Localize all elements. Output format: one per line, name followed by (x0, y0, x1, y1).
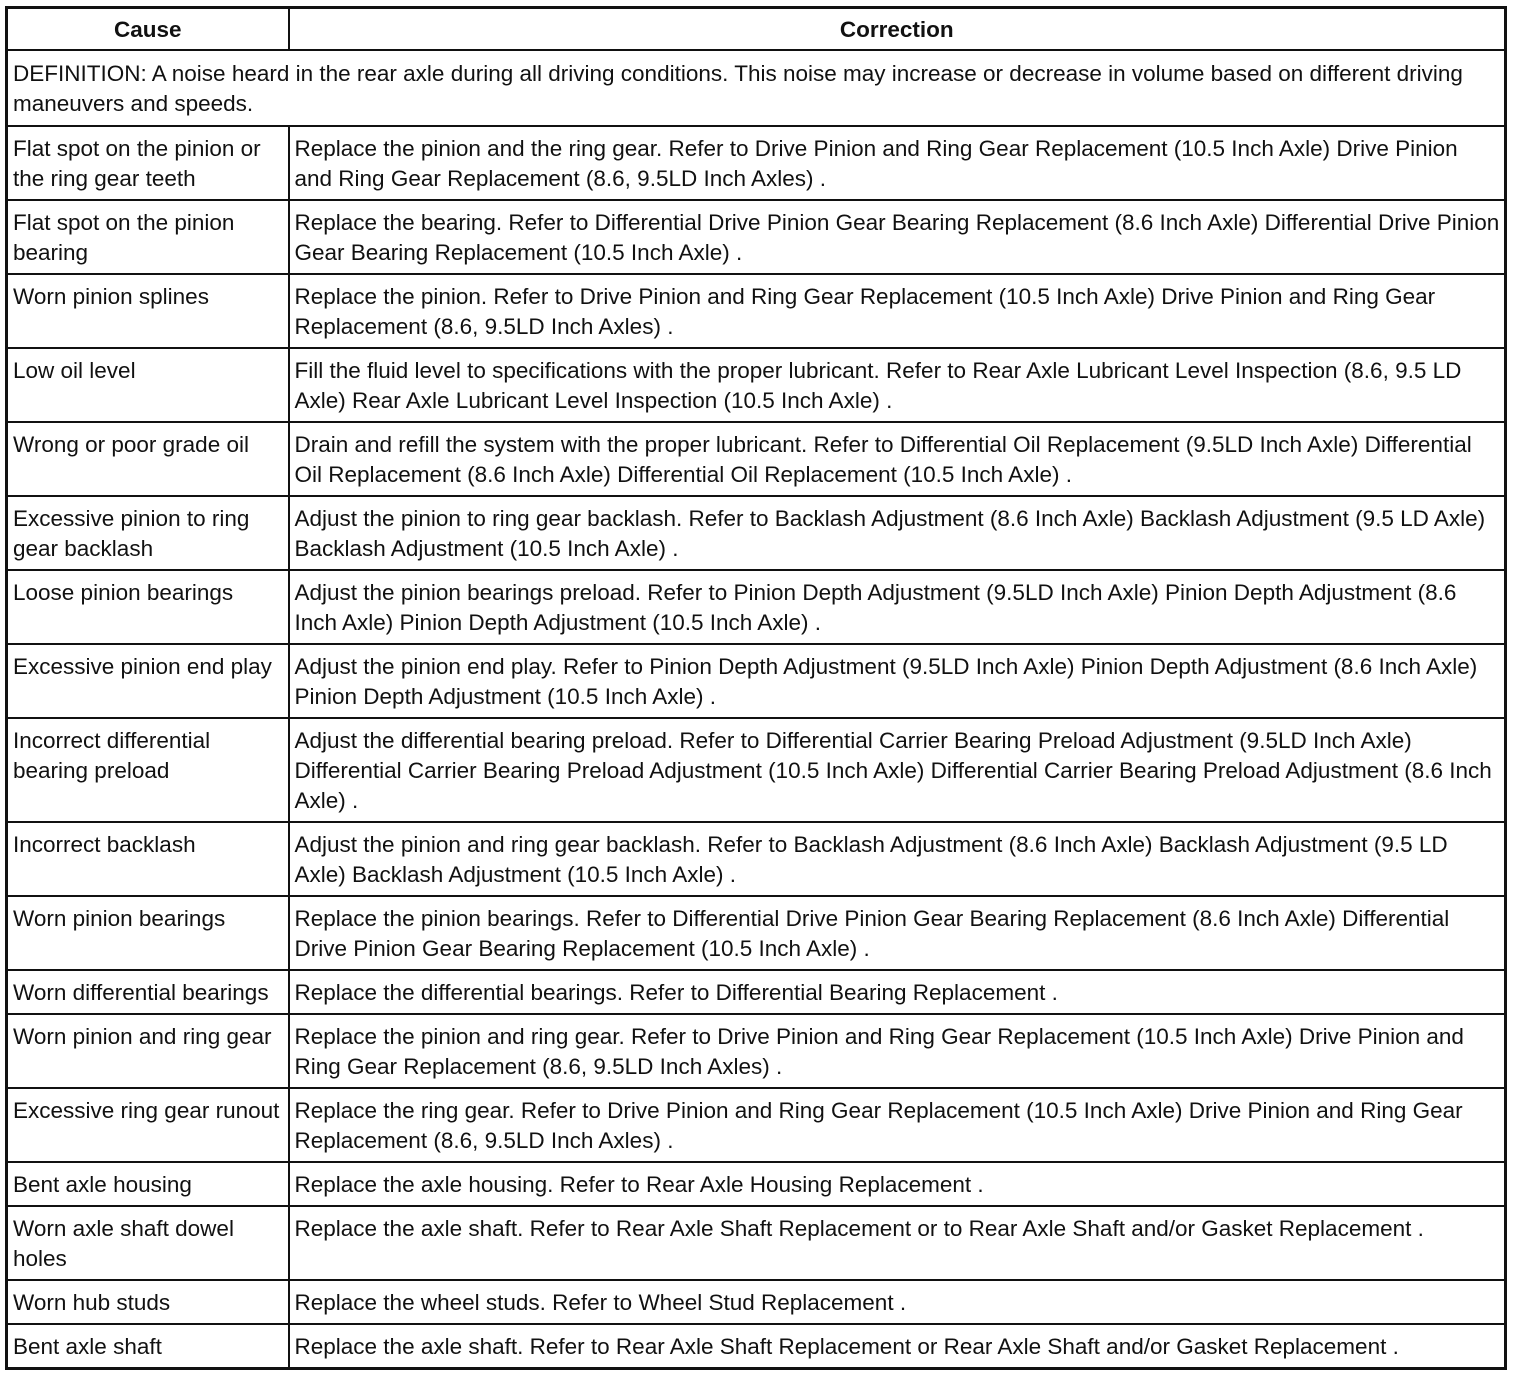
cause-cell: Flat spot on the pinion or the ring gear teeth (7, 126, 289, 200)
cause-cell: Incorrect backlash (7, 822, 289, 896)
cause-cell: Worn pinion splines (7, 274, 289, 348)
cause-cell: Worn differential bearings (7, 970, 289, 1014)
correction-cell: Replace the wheel studs. Refer to Wheel Stud Replacement . (289, 1280, 1506, 1324)
definition-text: DEFINITION: A noise heard in the rear axle during all driving conditions. This noise may increase or decrease in volume based on different driving maneuvers and speeds. (7, 50, 1506, 126)
table-row (7, 496, 1506, 570)
cause-cell: Low oil level (7, 348, 289, 422)
cause-cell: Worn hub studs (7, 1280, 289, 1324)
header-cause: Cause (7, 8, 289, 51)
table-row (7, 1014, 1506, 1088)
table-row (7, 1162, 1506, 1206)
cause-cell: Incorrect differential bearing preload (7, 718, 289, 822)
table-row (7, 126, 1506, 200)
correction-cell: Adjust the pinion bearings preload. Refer to Pinion Depth Adjustment (9.5LD Inch Axle) Pinion Depth Adjustment (8.6 Inch Axle) Pinion Depth Adjustment (10.5 Inch Axle) . (289, 570, 1506, 644)
table-row (7, 644, 1506, 718)
cause-cell: Excessive pinion to ring gear backlash (7, 496, 289, 570)
correction-cell: Adjust the pinion and ring gear backlash. Refer to Backlash Adjustment (8.6 Inch Axle) Backlash Adjustment (9.5 LD Axle) Backlash Adjustment (10.5 Inch Axle) . (289, 822, 1506, 896)
correction-cell: Adjust the pinion end play. Refer to Pinion Depth Adjustment (9.5LD Inch Axle) Pinion Depth Adjustment (8.6 Inch Axle) Pinion Depth Adjustment (10.5 Inch Axle) . (289, 644, 1506, 718)
correction-cell: Replace the differential bearings. Refer to Differential Bearing Replacement . (289, 970, 1506, 1014)
correction-cell: Adjust the pinion to ring gear backlash. Refer to Backlash Adjustment (8.6 Inch Axle) Backlash Adjustment (9.5 LD Axle) Backlash Adjustment (10.5 Inch Axle) . (289, 496, 1506, 570)
table-row (7, 970, 1506, 1014)
correction-cell: Replace the axle housing. Refer to Rear Axle Housing Replacement . (289, 1162, 1506, 1206)
table-row (7, 822, 1506, 896)
table-row (7, 1324, 1506, 1369)
cause-cell: Excessive ring gear runout (7, 1088, 289, 1162)
table-row (7, 274, 1506, 348)
correction-cell: Fill the fluid level to specifications with the proper lubricant. Refer to Rear Axle Lubricant Level Inspection (8.6, 9.5 LD Axle) Rear Axle Lubricant Level Inspection (10.5 Inch Axle) . (289, 348, 1506, 422)
table-row (7, 200, 1506, 274)
table-row (7, 570, 1506, 644)
correction-cell: Replace the pinion bearings. Refer to Differential Drive Pinion Gear Bearing Replacement (8.6 Inch Axle) Differential Drive Pinion Gear Bearing Replacement (10.5 Inch Axle) . (289, 896, 1506, 970)
cause-cell: Wrong or poor grade oil (7, 422, 289, 496)
cause-cell: Bent axle shaft (7, 1324, 289, 1369)
correction-cell: Replace the bearing. Refer to Differential Drive Pinion Gear Bearing Replacement (8.6 Inch Axle) Differential Drive Pinion Gear Bearing Replacement (10.5 Inch Axle) . (289, 200, 1506, 274)
table-row (7, 1206, 1506, 1280)
header-row (7, 8, 1506, 51)
correction-cell: Adjust the differential bearing preload. Refer to Differential Carrier Bearing Preload Adjustment (9.5LD Inch Axle) Differential Carrier Bearing Preload Adjustment (10.5 Inch Axle) Differential Carrier Bearing Preload Adjustment (8.6 Inch Axle) . (289, 718, 1506, 822)
table-row (7, 1088, 1506, 1162)
cause-cell: Excessive pinion end play (7, 644, 289, 718)
table-row (7, 896, 1506, 970)
cause-cell: Worn pinion bearings (7, 896, 289, 970)
definition-row (7, 50, 1506, 126)
cause-cell: Flat spot on the pinion bearing (7, 200, 289, 274)
correction-cell: Drain and refill the system with the proper lubricant. Refer to Differential Oil Replacement (9.5LD Inch Axle) Differential Oil Replacement (8.6 Inch Axle) Differential Oil Replacement (10.5 Inch Axle) . (289, 422, 1506, 496)
cause-cell: Worn pinion and ring gear (7, 1014, 289, 1088)
correction-cell: Replace the ring gear. Refer to Drive Pinion and Ring Gear Replacement (10.5 Inch Axle) Drive Pinion and Ring Gear Replacement (8.6, 9.5LD Inch Axles) . (289, 1088, 1506, 1162)
table-row (7, 1280, 1506, 1324)
correction-cell: Replace the axle shaft. Refer to Rear Axle Shaft Replacement or to Rear Axle Shaft and/or Gasket Replacement . (289, 1206, 1506, 1280)
diagnosis-table (5, 6, 1507, 1370)
table-row (7, 422, 1506, 496)
table-row (7, 718, 1506, 822)
correction-cell: Replace the pinion and ring gear. Refer to Drive Pinion and Ring Gear Replacement (10.5 Inch Axle) Drive Pinion and Ring Gear Replacement (8.6, 9.5LD Inch Axles) . (289, 1014, 1506, 1088)
cause-cell: Worn axle shaft dowel holes (7, 1206, 289, 1280)
cause-cell: Bent axle housing (7, 1162, 289, 1206)
cause-cell: Loose pinion bearings (7, 570, 289, 644)
correction-cell: Replace the pinion. Refer to Drive Pinion and Ring Gear Replacement (10.5 Inch Axle) Drive Pinion and Ring Gear Replacement (8.6, 9.5LD Inch Axles) . (289, 274, 1506, 348)
header-correction: Correction (289, 8, 1506, 51)
table-row (7, 348, 1506, 422)
correction-cell: Replace the pinion and the ring gear. Refer to Drive Pinion and Ring Gear Replacement (10.5 Inch Axle) Drive Pinion and Ring Gear Replacement (8.6, 9.5LD Inch Axles) . (289, 126, 1506, 200)
correction-cell: Replace the axle shaft. Refer to Rear Axle Shaft Replacement or Rear Axle Shaft and/or Gasket Replacement . (289, 1324, 1506, 1369)
